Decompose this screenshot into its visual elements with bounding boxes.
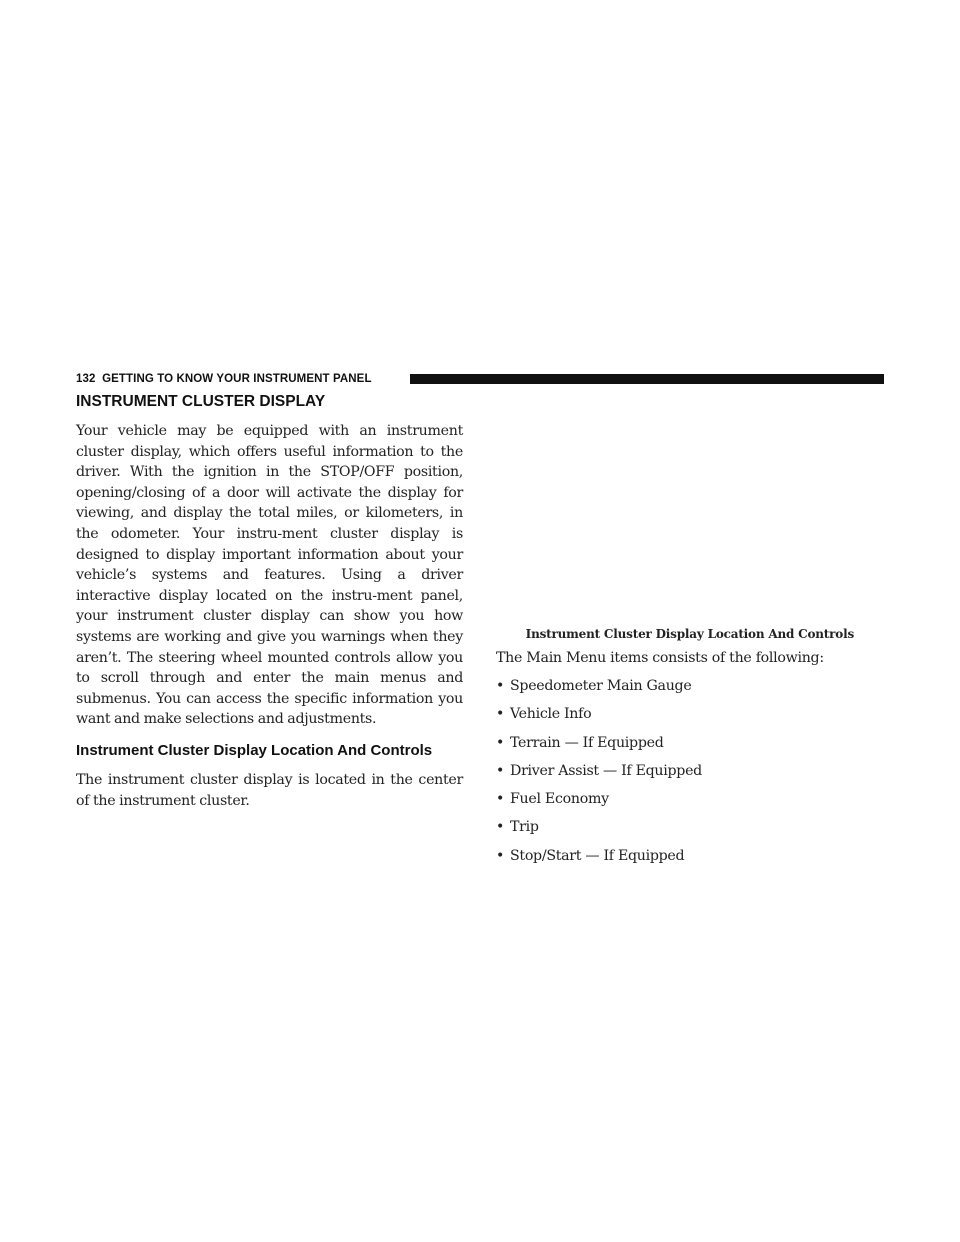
list-item xyxy=(496,789,884,809)
bullet-icon: • xyxy=(496,706,505,723)
list-item-label: Trip xyxy=(510,819,539,836)
section-paragraph: Your vehicle may be equipped with an instrument cluster display, which offers useful information to the driver. With the ignition in the STOP/OFF position, opening/closing of a door will activate the display for viewing, and display the total miles, or kilometers, in the odometer. Your instru-ment cluster display is designed to display important information about your vehicle’s systems and features. Using a driver interactive display located on the instru-ment panel, your instrument cluster display can show you how systems are working and give you warnings when they aren’t. The steering wheel mounted controls allow you to scroll through and enter the main menus and submenus. You can access the specific information you want and make selections and adjustments. xyxy=(76,423,463,728)
running-header xyxy=(76,371,372,387)
section-title: INSTRUMENT CLUSTER DISPLAY xyxy=(76,393,326,410)
left-column xyxy=(76,392,463,811)
list-item-label: Driver Assist — If Equipped xyxy=(510,762,702,779)
main-menu-list xyxy=(496,676,884,866)
bullet-icon: • xyxy=(496,819,505,836)
figure-caption: Instrument Cluster Display Location And Controls xyxy=(525,627,854,641)
list-item xyxy=(496,733,884,753)
header-rule xyxy=(410,374,884,384)
list-item xyxy=(496,676,884,696)
bullet-icon: • xyxy=(496,678,505,694)
list-item-label: Stop/Start — If Equipped xyxy=(510,847,685,864)
list-item-label: Terrain — If Equipped xyxy=(510,734,664,751)
page-header xyxy=(76,371,884,387)
list-item-label: Fuel Economy xyxy=(510,791,609,808)
list-item-label: Speedometer Main Gauge xyxy=(510,678,692,694)
list-item xyxy=(496,846,884,866)
bullet-icon: • xyxy=(496,847,505,864)
right-column xyxy=(496,626,884,874)
bullet-icon: • xyxy=(496,762,505,779)
list-item-label: Vehicle Info xyxy=(510,706,592,723)
page-number: 132 xyxy=(76,373,96,385)
list-item xyxy=(496,817,884,837)
subsection-paragraph: The instrument cluster display is located in the center of the instrument cluster. xyxy=(76,771,463,809)
list-item xyxy=(496,704,884,724)
main-menu-intro: The Main Menu items consists of the following: xyxy=(496,650,824,666)
list-item xyxy=(496,761,884,781)
running-title: GETTING TO KNOW YOUR INSTRUMENT PANEL xyxy=(102,373,372,385)
bullet-icon: • xyxy=(496,734,505,751)
subsection-title: Instrument Cluster Display Location And Controls xyxy=(76,741,433,759)
bullet-icon: • xyxy=(496,791,505,808)
